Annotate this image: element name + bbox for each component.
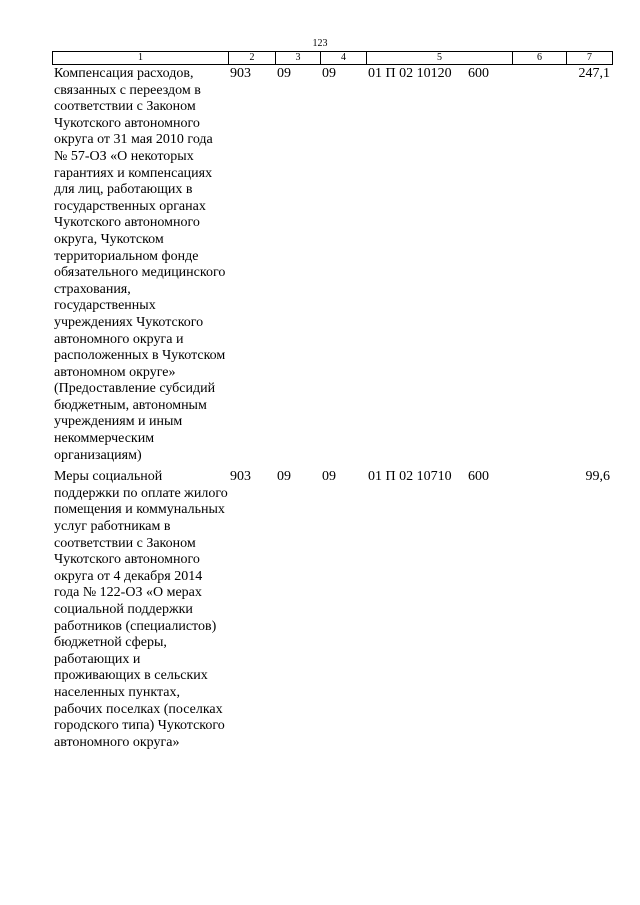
header-col-4: 4 bbox=[321, 52, 367, 65]
row-description: Компенсация расходов, связанных с переездом в соответствии с Законом Чукотского автономного округа от 31 мая 2010 года № 57-ОЗ «О некоторых гарантиях и компенсациях для лиц, работающих в государственных органах Чукотского автономного округа, Чукотском территориальном фонде обязательного медицинского страхования, государственных учреждениях Чукотского автономного округа и расположенных в Чукотском автономном округе» (Предоставление субсидий бюджетным, автономным учреждениям и иным некоммерческим организациям) bbox=[54, 66, 226, 463]
budget-table bbox=[52, 66, 612, 751]
table-row bbox=[52, 66, 612, 469]
row-subsection-code: 09 bbox=[322, 66, 336, 81]
row-target-article: 01 П 02 10710 bbox=[368, 469, 452, 485]
table-row bbox=[52, 469, 612, 751]
header-col-1: 1 bbox=[53, 52, 229, 65]
row-amount: 247,1 bbox=[578, 66, 610, 81]
row-target-article: 01 П 02 10120 bbox=[368, 66, 452, 81]
row-section-code: 09 bbox=[277, 469, 291, 485]
header-col-5: 5 bbox=[367, 52, 513, 65]
row-description: Меры социальной поддержки по оплате жилого помещения и коммунальных услуг работникам в соответствии с Законом Чукотского автономного округа от 4 декабря 2014 года № 122-ОЗ «О мерах социальной поддержки работников (специалистов) бюджетной сферы, работающих и проживающих в сельских населенных пунктах, рабочих поселках (поселках городского типа) Чукотского автономного округа» bbox=[54, 469, 228, 750]
row-expense-type: 600 bbox=[468, 469, 489, 485]
header-col-6: 6 bbox=[513, 52, 567, 65]
row-section-code: 09 bbox=[277, 66, 291, 81]
header-col-7: 7 bbox=[567, 52, 613, 65]
row-amount: 99,6 bbox=[585, 469, 610, 485]
header-col-3: 3 bbox=[276, 52, 321, 65]
row-subsection-code: 09 bbox=[322, 469, 336, 485]
header-col-2: 2 bbox=[229, 52, 276, 65]
column-number-header bbox=[52, 51, 613, 65]
row-ministry-code: 903 bbox=[230, 66, 251, 81]
row-ministry-code: 903 bbox=[230, 469, 251, 485]
page-number: 123 bbox=[312, 38, 328, 49]
row-expense-type: 600 bbox=[468, 66, 489, 81]
